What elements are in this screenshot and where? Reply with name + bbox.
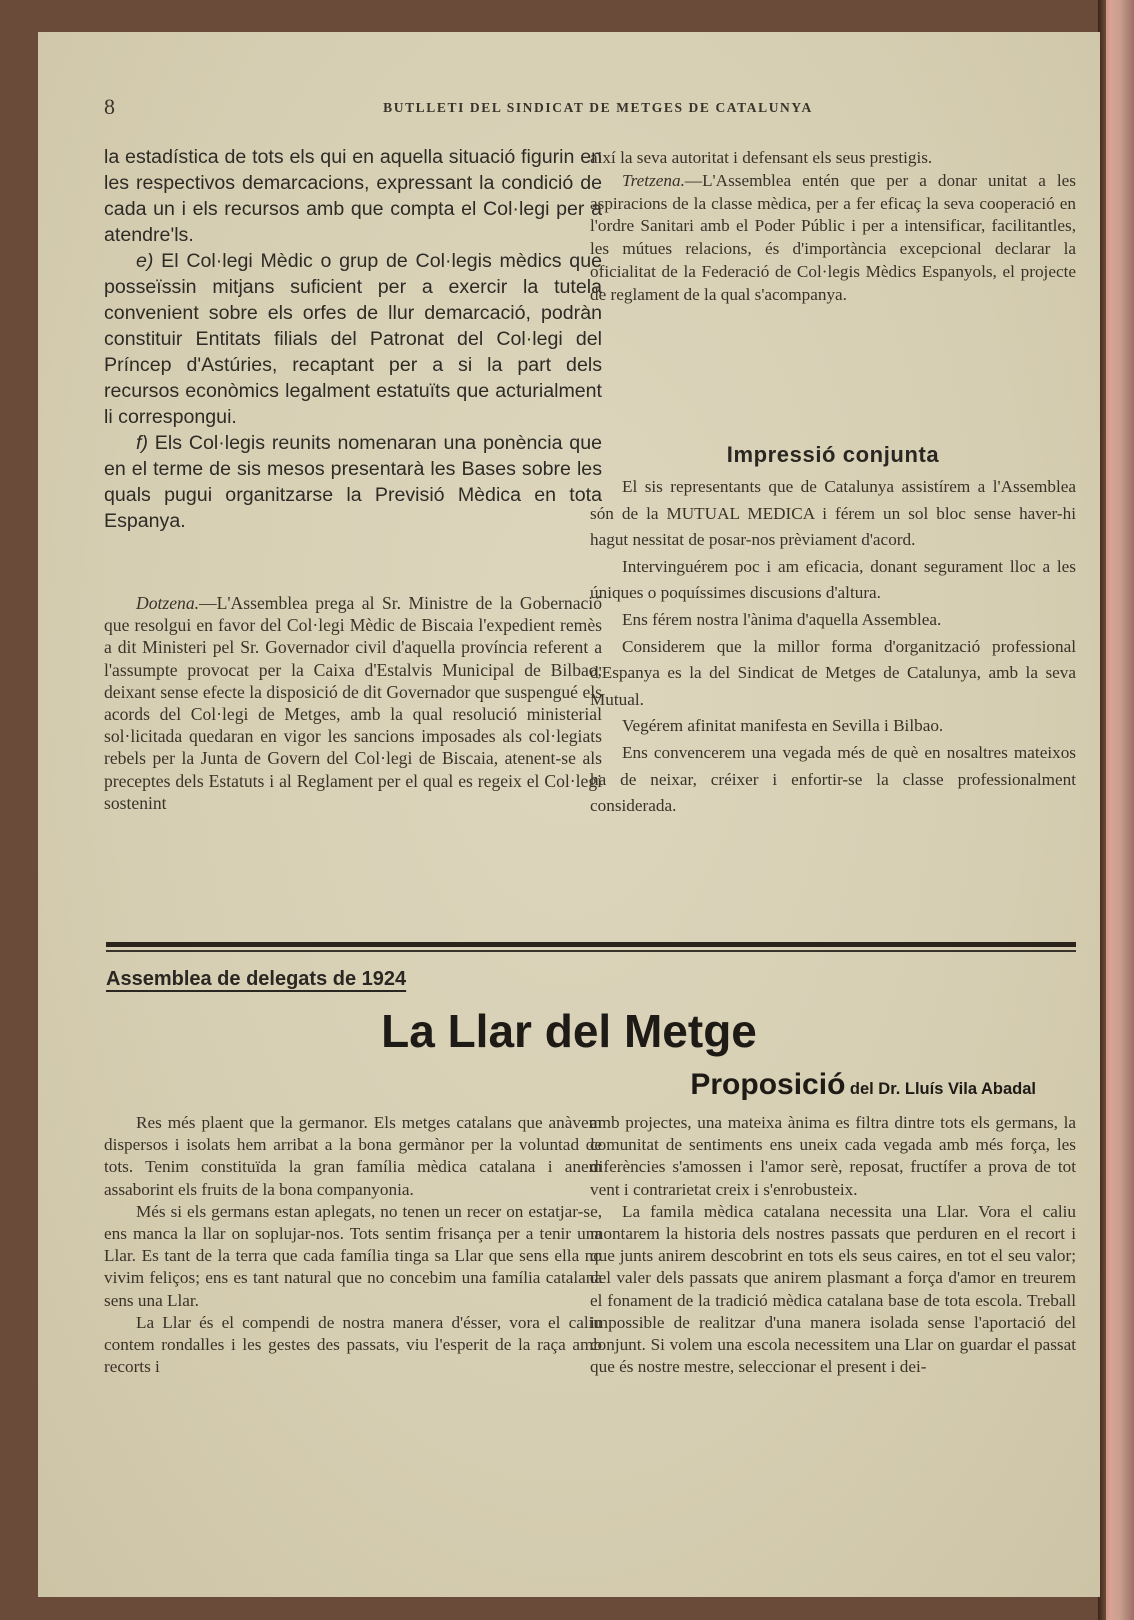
paragraph: f) Els Col·legis reunits nomenaran una ponència que en el terme de sis mesos presentarà les Bases sobre les quals pugui organitzarse la Previsió Mèdica en tota Espanya. xyxy=(104,432,602,532)
item-marker: e) xyxy=(136,250,154,272)
right-column-impressio xyxy=(590,474,1076,820)
paragraph: Intervinguérem poc i am eficacia, donant segurament lloc a les úniques o poquíssimes discusions d'altura. xyxy=(590,556,1076,603)
paragraph: Considerem que la millor forma d'organització professional d'Espanya es la del Sindicat de Metges de Catalunya, amb la seva Mutual. xyxy=(590,636,1076,709)
assembly-heading: Assemblea de delegats de 1924 xyxy=(106,968,407,990)
paragraph: Ens férem nostra l'ànima d'aquella Assemblea. xyxy=(622,609,942,629)
item-marker: f) xyxy=(136,432,148,454)
section-divider-thin xyxy=(106,950,1076,952)
paragraph: La Llar és el compendi de nostra manera d'ésser, vora el caliu contem rondalles i les gestes des passats, viu l'esperit de la raça amb recorts i xyxy=(104,1312,602,1377)
paragraph: Dotzena.—L'Assemblea prega al Sr. Ministre de la Gobernació que resolgui en favor del Col·legi Mèdic de Biscaia l'expedient remès a dit Ministeri pel Sr. Governador civil d'aquella província referent a l'assumpte provocat per la Caixa d'Estalvis Municipal de Bilbao, deixant sense efecte la disposició de dit Governador que suspengué els acords del Col·legi de Metges, amb la qual resolució ministerial sol·licitada quedaran en vigor les sancions imposades als col·legiats rebels per la Junta de Govern del Col·legi de Biscaia, atenent-se als preceptes dels Estatuts i al Reglament per el qual es regeix el Col·legi sostenint xyxy=(104,593,602,813)
left-column-upper xyxy=(104,144,602,534)
paragraph: El sis representants que de Catalunya assistírem a l'Assemblea són de la MUTUAL MEDICA i férem un sol bloc sense haver-hi hagut nessitat de posar-nos prèviament d'acord. xyxy=(590,477,1076,550)
paragraph: Tretzena.—L'Assemblea entén que per a donar unitat a les aspiracions de la classe mèdica, per a fer eficaç la seva cooperació en l'ordre Sanitari amb el Poder Públic i per a intensificar, facilitantles, les mútues relacions, és d'importància excepcional declarar la oficialitat de la Federació de Col·legis Mèdics Espanyols, el projecte de reglament de la qual s'acompanya. xyxy=(590,170,1076,304)
left-column-dotzena xyxy=(104,592,602,814)
article-title: La Llar del Metge xyxy=(381,1005,757,1057)
paragraph: amb projectes, una mateixa ànima es filtra dintre tots els germans, la comunitat de sentiments ens uneix cada vegada amb més força, les diferències s'amossen i l'amor serè, reposat, fructífer a prova de tot vent i contrarietat creix i s'enrobusteix. xyxy=(590,1113,1076,1199)
clause-lead: Dotzena. xyxy=(136,593,200,613)
scanned-page xyxy=(38,32,1100,1597)
section-heading-impressio: Impressió conjunta xyxy=(726,442,940,467)
page-number: 8 xyxy=(104,94,115,119)
paragraph: Més si els germans estan aplegats, no tenen un recer on estatjar-se, ens manca la llar on soplujar-nos. Tots sentim frisança per a tenir una Llar. Es tant de la terra que cada família tinga sa Llar que sens ella no vivim feliços; ens es tant natural que no concebim una família catalana sens una Llar. xyxy=(104,1201,602,1310)
paragraph: Res més plaent que la germanor. Els metges catalans que anàvem dispersos i isolats hem arribat a la bona germànor per la voluntad de tots. Tenim constituïda la gran família mèdica catalana i anem assaborint els fruits de la bona companyonia. xyxy=(104,1113,602,1199)
subtitle-main: Proposició xyxy=(690,1068,846,1101)
subtitle-author: del Dr. Lluís Vila Abadal xyxy=(849,1080,1036,1098)
article-right-column xyxy=(590,1112,1076,1378)
article-left-column xyxy=(104,1112,602,1378)
paragraph: La famila mèdica catalana necessita una Llar. Vora el caliu montarem la historia dels nostres passats que perduren en el recort i que junts anirem descobrint en tots els seus caires, en tot el seu valor; del valer dels passats que anirem plasmant a força d'amor en treurem el fonament de la tradició mèdica catalana base de tota escola. Treball impossible de realitzar d'una manera isolada sense l'aportació del conjunt. Si volem una escola necessitem una Llar on guardar el passat que és nostre mestre, seleccionar el present i dei- xyxy=(590,1201,1076,1377)
paragraph: Ens convencerem una vegada més de què en nosaltres mateixos ha de neixar, créixer i enfortir-se la classe professionalment considerada. xyxy=(590,742,1076,816)
paragraph: així la seva autoritat i defensant els seus prestigis. xyxy=(590,148,933,167)
article-subtitle xyxy=(690,1068,1036,1102)
clause-lead: Tretzena. xyxy=(622,170,685,190)
section-divider-thick xyxy=(106,942,1076,947)
running-header: BUTLLETI DEL SINDICAT DE METGES DE CATALUNYA xyxy=(383,100,813,115)
paragraph: e) El Col·legi Mèdic o grup de Col·legis mèdics que posseïssin mitjans suficient per a exercir la tutela convenient sobre els orfes de llur demarcació, podràn constituir Entitats filials del Patronat del Col·legi del Príncep d'Astúries, recaptant per a si la part dels recursos econòmics legalment estatuïts que acturialment li correspongui. xyxy=(104,250,602,428)
paragraph: Vegérem afinitat manifesta en Sevilla i Bilbao. xyxy=(622,716,944,736)
right-column-upper xyxy=(590,147,1076,307)
paragraph: la estadística de tots els qui en aquella situació figurin en les respectivos demarcacions, expressant la condició de cada un i els recursos amb que compta el Col·legi per a atendre'ls. xyxy=(104,146,602,246)
